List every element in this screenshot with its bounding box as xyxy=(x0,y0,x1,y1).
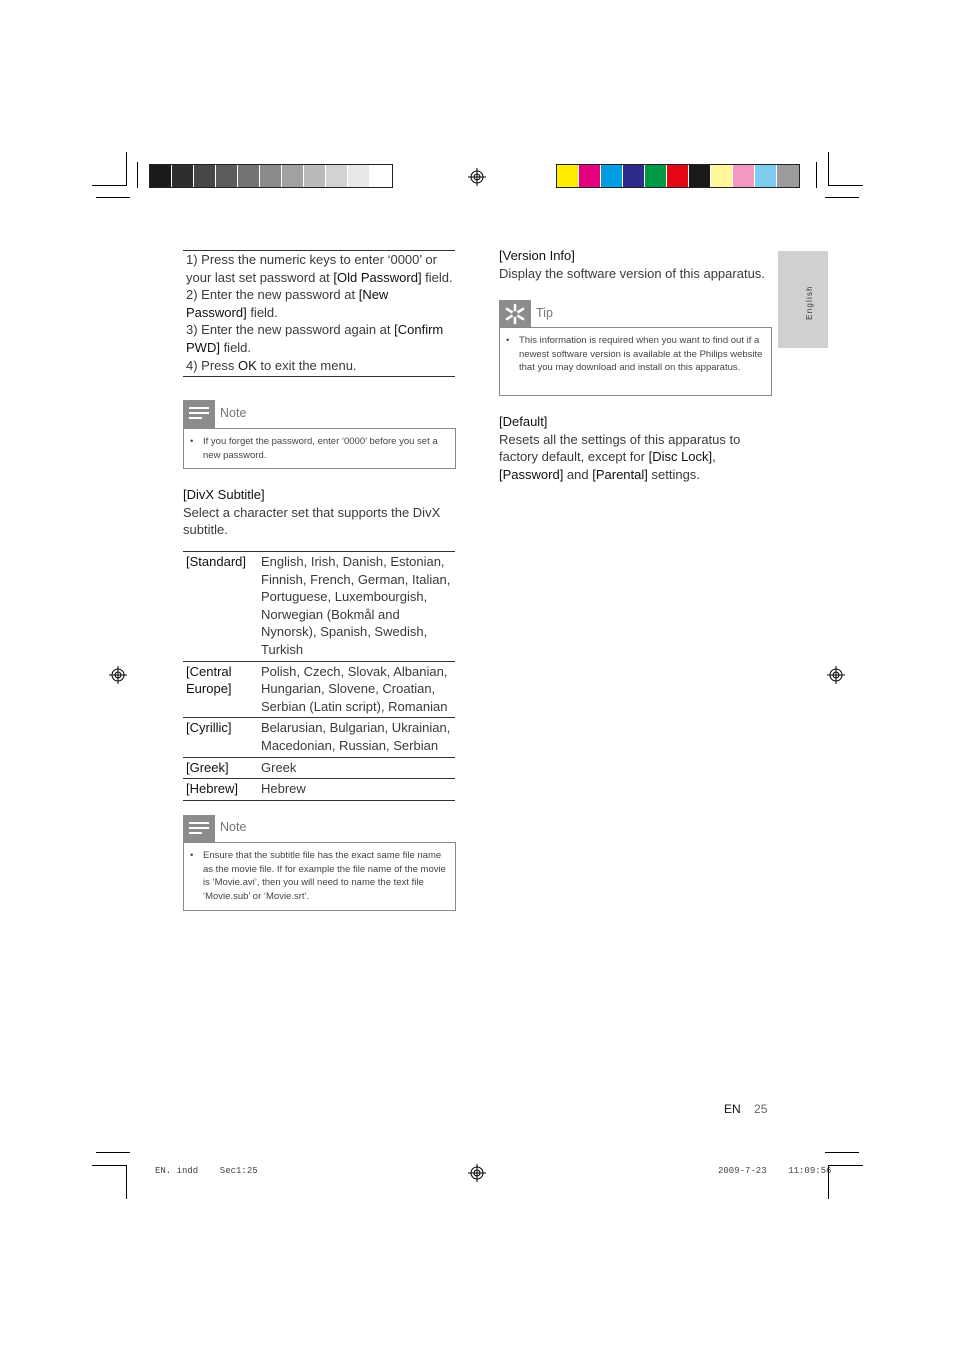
language-tab-label: English xyxy=(804,285,814,320)
color-swatch xyxy=(216,165,238,187)
color-swatch xyxy=(579,165,601,187)
confirm-pwd-label: [Confirm xyxy=(394,322,444,338)
footer-timestamp: 2009-7-23 11:09:56 xyxy=(718,1166,832,1176)
crop-mark xyxy=(828,152,829,186)
tip-label: Tip xyxy=(536,306,553,320)
tip-text: This information is required when you want to find out if a newest software version is available at the Philips website that you may download and install on this apparatus. xyxy=(519,335,763,373)
color-swatch xyxy=(370,165,392,187)
charset-name: [Central Europe] xyxy=(183,661,258,718)
crop-mark xyxy=(825,197,859,198)
color-swatch xyxy=(348,165,370,187)
registration-mark-icon xyxy=(109,666,127,684)
note-icon xyxy=(183,815,215,843)
tip-box xyxy=(499,327,772,396)
bullet: • xyxy=(190,850,194,861)
note-box xyxy=(183,842,456,911)
color-swatch xyxy=(304,165,326,187)
default-text: , xyxy=(712,449,716,465)
crop-mark xyxy=(137,162,138,188)
color-swatch xyxy=(172,165,194,187)
table-row xyxy=(183,757,455,779)
note-label: Note xyxy=(220,820,247,834)
charset-languages: Polish, Czech, Slovak, Albanian, Hungarian, Slovene, Croatian, Serbian (Latin script), Romanian xyxy=(258,661,455,718)
step-3-line-1: 3) Enter the new password again at xyxy=(186,322,395,338)
divx-subtitle-heading: [DivX Subtitle] xyxy=(183,487,265,502)
color-swatch xyxy=(733,165,755,187)
crop-mark xyxy=(816,162,817,188)
default-section xyxy=(499,413,771,483)
version-info-heading: [Version Info] xyxy=(499,248,575,263)
divx-section xyxy=(183,486,453,539)
step-text: field. xyxy=(246,304,278,320)
footer-file-info: EN. indd Sec1:25 xyxy=(155,1166,258,1176)
color-swatch xyxy=(260,165,282,187)
character-set-table xyxy=(183,552,455,801)
default-line-1: Resets all the settings of this apparatus to xyxy=(499,431,741,447)
page-language: EN xyxy=(724,1102,741,1116)
crop-mark xyxy=(829,1165,863,1166)
step-4-line: 4) Press xyxy=(186,357,239,373)
registration-mark-icon xyxy=(827,666,845,684)
table-row xyxy=(183,779,455,801)
bullet: • xyxy=(506,335,510,346)
charset-name: [Cyrillic] xyxy=(183,718,258,757)
table-row xyxy=(183,552,455,661)
divx-subtitle-description: Select a character set that supports the DivX subtitle. xyxy=(183,504,441,538)
charset-languages: English, Irish, Danish, Estonian, Finnish, French, German, Italian, Portuguese, Luxembourgish, Norwegian (Bokmål and Nynorsk), Spanish, Swedish, Turkish xyxy=(258,552,455,661)
charset-languages: Belarusian, Bulgarian, Ukrainian, Macedonian, Russian, Serbian xyxy=(258,718,455,757)
tip-icon xyxy=(499,300,531,328)
crop-mark xyxy=(825,1152,859,1153)
charset-name: [Hebrew] xyxy=(183,779,258,801)
default-heading: [Default] xyxy=(499,414,548,429)
color-swatch xyxy=(326,165,348,187)
step-text: to exit the menu. xyxy=(256,357,357,373)
new-password-label: [New xyxy=(358,287,389,303)
new-password-label: Password] xyxy=(186,304,247,320)
color-swatch xyxy=(623,165,645,187)
crop-mark xyxy=(96,1152,130,1153)
color-swatch xyxy=(150,165,172,187)
registration-mark-icon xyxy=(468,1164,486,1182)
crop-mark xyxy=(126,152,127,186)
crop-mark xyxy=(96,197,130,198)
step-1-line-2: your last set password at xyxy=(186,269,334,285)
parental-label: [Parental] xyxy=(592,466,648,482)
registration-mark-icon xyxy=(468,168,486,186)
table-row xyxy=(183,718,455,757)
crop-mark xyxy=(126,1165,127,1199)
crop-mark xyxy=(829,185,863,186)
version-info-description: Display the software version of this apparatus. xyxy=(499,265,765,281)
note-box xyxy=(183,428,456,469)
color-swatch xyxy=(601,165,623,187)
crop-mark xyxy=(92,1165,126,1166)
charset-name: [Greek] xyxy=(183,757,258,779)
crop-mark xyxy=(92,185,126,186)
disc-lock-label: [Disc Lock] xyxy=(648,449,713,465)
bullet: • xyxy=(190,436,194,447)
default-line-2: factory default, except for xyxy=(499,449,649,465)
default-text: and xyxy=(563,466,593,482)
note-icon xyxy=(183,400,215,428)
process-color-bar xyxy=(556,164,800,188)
note-text: Ensure that the subtitle file has the exact same file name as the movie file. If for example the file name of the movie is ‘Movie.avi’, then you will need to name the text file ‘Movie.sub’ or ‘Movie.srt’. xyxy=(203,850,446,902)
color-swatch xyxy=(755,165,777,187)
grayscale-color-bar xyxy=(149,164,393,188)
charset-languages: Hebrew xyxy=(258,779,455,801)
color-swatch xyxy=(689,165,711,187)
charset-name: [Standard] xyxy=(183,552,258,661)
color-swatch xyxy=(557,165,579,187)
color-swatch xyxy=(238,165,260,187)
page-number-value: 25 xyxy=(754,1102,768,1116)
step-text: field. xyxy=(421,269,453,285)
version-section xyxy=(499,247,769,282)
divider xyxy=(183,376,455,377)
charset-languages: Greek xyxy=(258,757,455,779)
note-text: If you forget the password, enter ‘0000’ before you set a new password. xyxy=(203,436,438,461)
confirm-pwd-label: PWD] xyxy=(186,339,220,355)
color-swatch xyxy=(645,165,667,187)
note-label: Note xyxy=(220,406,247,420)
ok-key-label: OK xyxy=(238,357,257,373)
table-row xyxy=(183,661,455,718)
step-2-line-1: 2) Enter the new password at xyxy=(186,287,359,303)
color-swatch xyxy=(777,165,799,187)
language-side-tab xyxy=(778,251,828,348)
step-text: field. xyxy=(219,339,252,355)
color-swatch xyxy=(711,165,733,187)
color-swatch xyxy=(194,165,216,187)
color-swatch xyxy=(667,165,689,187)
password-label: [Password] xyxy=(499,466,564,482)
password-steps xyxy=(186,251,458,374)
page-number xyxy=(724,1102,767,1116)
old-password-label: [Old Password] xyxy=(333,269,422,285)
step-1-line-1: 1) Press the numeric keys to enter ‘0000’ or xyxy=(186,252,437,267)
default-text: settings. xyxy=(647,466,700,482)
color-swatch xyxy=(282,165,304,187)
